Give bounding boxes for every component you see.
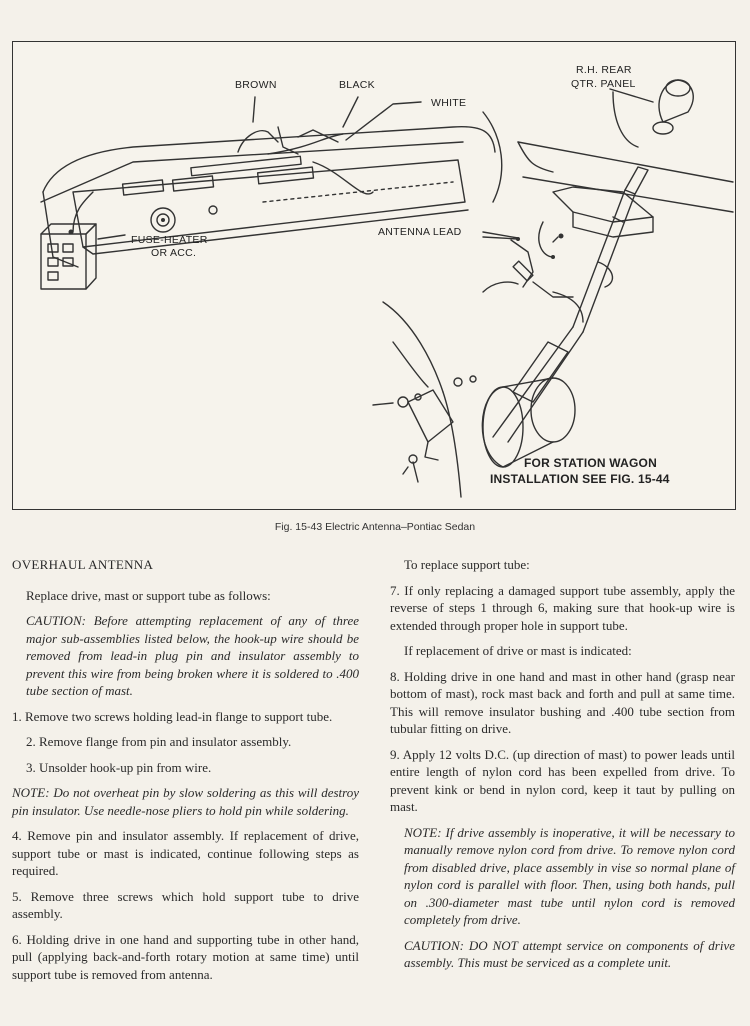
step-4: 4. Remove pin and insulator assembly. If replacement of drive, support tube or mast is indicated, continue following steps as required.: [12, 828, 359, 878]
label-brown: BROWN: [235, 79, 277, 91]
caution-text: CAUTION: Before attempting replacement of any of three major sub-assemblies listed below, the hook-up wire should be removed from lead-in plug pin and insulator assembly to prevent this wire from being broken where it is soldered to .400 tube section of mast.: [26, 613, 359, 698]
step-5: 5. Remove three screws which hold support tube to drive assembly.: [12, 888, 359, 921]
label-fuse-heater: FUSE-HEATER: [131, 234, 208, 246]
step-2: 2. Remove flange from pin and insulator assembly.: [26, 734, 292, 749]
right-column: [390, 556, 735, 980]
left-column: [12, 556, 359, 991]
note-drive-inoperative: NOTE: If drive assembly is inoperative, it will be necessary to manually remove nylon cord from drive. To remove nylon cord from disabled drive, place assembly in vise so normal plane of nylon cord is parallel with floor. Then, using both hands, pull on .300-diameter mast tube until nylon cord is removed completely from drive.: [404, 824, 735, 927]
step-9: 9. Apply 12 volts D.C. (up direction of mast) to power leads until entire length of nylon cord has been expelled from drive. To prevent kink or bend in nylon cord, keep it taut by pulling on mast.: [390, 746, 735, 814]
intro-text: Replace drive, mast or support tube as follows:: [26, 587, 271, 603]
drive-mast-heading: If replacement of drive or mast is indicated:: [404, 643, 632, 658]
label-rh-rear: R.H. REAR: [576, 64, 632, 76]
caution-drive-assembly: CAUTION: DO NOT attempt service on components of drive assembly. This must be serviced as a complete unit.: [404, 937, 735, 970]
label-black: BLACK: [339, 79, 375, 91]
figure-caption: Fig. 15-43 Electric Antenna–Pontiac Sedan: [274, 521, 476, 533]
step-1: 1. Remove two screws holding lead-in flange to support tube.: [12, 708, 333, 724]
support-tube-heading: To replace support tube:: [404, 557, 530, 572]
step-6: 6. Holding drive in one hand and supporting tube in other hand, pull (applying back-and-forth rotary motion at same time) until support tube is removed from antenna.: [12, 931, 359, 982]
label-white: WHITE: [431, 97, 467, 109]
step-3: 3. Unsolder hook-up pin from wire.: [26, 759, 212, 775]
section-heading: OVERHAUL ANTENNA: [12, 557, 154, 572]
note-text: NOTE: Do not overheat pin by slow soldering as this will destroy pin insulator. Use needle-nose pliers to hold pin while soldering.: [12, 785, 359, 818]
step-8: 8. Holding drive in one hand and mast in other hand (grasp near bottom of mast), rock mast back and forth and pull at same time. This will remove insulator bushing and .400 tube section from tubular fitting on drive.: [390, 668, 735, 736]
label-station-wagon-1: FOR STATION WAGON: [524, 456, 657, 470]
label-antenna-lead: ANTENNA LEAD: [378, 226, 462, 238]
label-station-wagon-2: INSTALLATION SEE FIG. 15-44: [490, 472, 670, 486]
label-or-acc: OR ACC.: [151, 247, 197, 259]
step-7: 7. If only replacing a damaged support tube assembly, apply the reverse of steps 1 through 6, making sure that hook-up wire is extended through proper hole in support tube.: [390, 582, 735, 633]
label-qtr-panel: QTR. PANEL: [571, 78, 636, 90]
figure-illustration: [12, 41, 736, 510]
antenna-diagram: [13, 42, 735, 509]
